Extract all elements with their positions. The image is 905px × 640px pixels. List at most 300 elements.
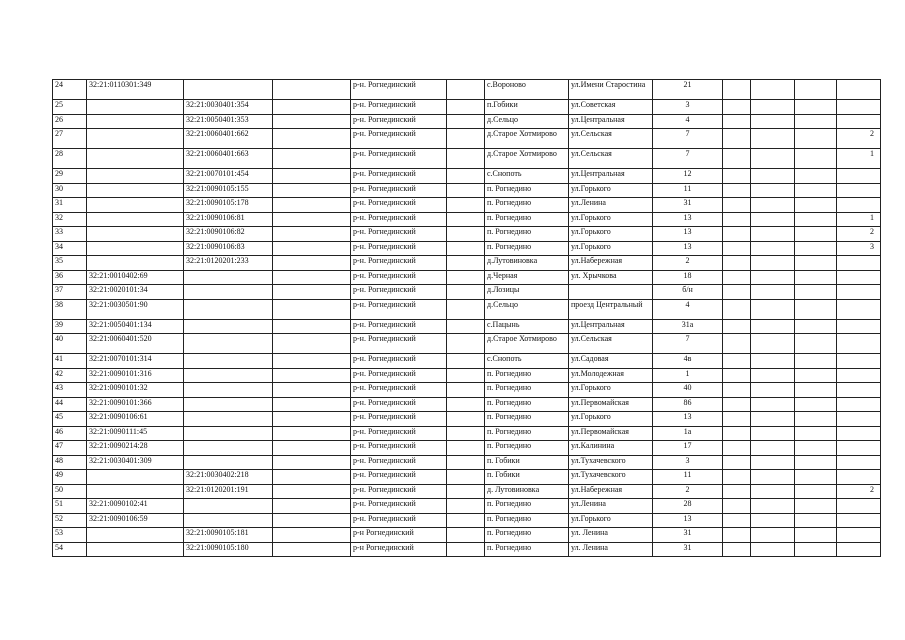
empty-cell bbox=[723, 285, 751, 300]
district-cell: р-н. Рогнединский bbox=[351, 227, 447, 242]
street-cell: ул.Ленина bbox=[569, 198, 653, 213]
empty-cell bbox=[751, 270, 795, 285]
district-cell: р-н. Рогнединский bbox=[351, 129, 447, 149]
apartment-number-cell: 1 bbox=[837, 212, 881, 227]
house-number-cell: 4в bbox=[653, 354, 723, 369]
cadastral-number-land-cell bbox=[87, 484, 184, 499]
settlement-cell: п. Рогнедино bbox=[485, 528, 569, 543]
cadastral-number-land-cell: 32:21:0070101:314 bbox=[87, 354, 184, 369]
empty-cell bbox=[273, 455, 351, 470]
empty-cell bbox=[751, 470, 795, 485]
district-cell: р-н. Рогнединский bbox=[351, 397, 447, 412]
table-row bbox=[53, 183, 881, 198]
street-cell: ул.Ленина bbox=[569, 499, 653, 514]
table-row bbox=[53, 256, 881, 271]
settlement-cell: с.Пацынь bbox=[485, 319, 569, 334]
empty-cell bbox=[447, 412, 485, 427]
table-row bbox=[53, 299, 881, 319]
district-cell: р-н. Рогнединский bbox=[351, 169, 447, 184]
cadastral-number-building-cell: 32:21:0090105:181 bbox=[184, 528, 273, 543]
row-number-cell: 41 bbox=[53, 354, 87, 369]
table-row bbox=[53, 241, 881, 256]
house-number-cell: 4 bbox=[653, 114, 723, 129]
district-cell: р-н. Рогнединский bbox=[351, 80, 447, 100]
district-cell: р-н. Рогнединский bbox=[351, 513, 447, 528]
cadastral-number-land-cell: 32:21:0010402:69 bbox=[87, 270, 184, 285]
empty-cell bbox=[795, 412, 837, 427]
cadastral-number-building-cell: 32:21:0060401:663 bbox=[184, 149, 273, 169]
cadastral-number-land-cell: 32:21:0060401:520 bbox=[87, 334, 184, 354]
empty-cell bbox=[273, 528, 351, 543]
cadastral-number-building-cell bbox=[184, 285, 273, 300]
empty-cell bbox=[723, 470, 751, 485]
table-row bbox=[53, 169, 881, 184]
table-row bbox=[53, 114, 881, 129]
settlement-cell: п. Рогнедино bbox=[485, 383, 569, 398]
row-number-cell: 47 bbox=[53, 441, 87, 456]
apartment-number-cell: 2 bbox=[837, 227, 881, 242]
apartment-number-cell bbox=[837, 256, 881, 271]
cadastral-number-building-cell: 32:21:0090105:180 bbox=[184, 542, 273, 557]
settlement-cell: п.Гобики bbox=[485, 100, 569, 115]
empty-cell bbox=[447, 528, 485, 543]
street-cell bbox=[569, 285, 653, 300]
empty-cell bbox=[795, 368, 837, 383]
house-number-cell: 2 bbox=[653, 256, 723, 271]
table-row bbox=[53, 542, 881, 557]
cadastral-number-land-cell bbox=[87, 256, 184, 271]
district-cell: р-н. Рогнединский bbox=[351, 368, 447, 383]
empty-cell bbox=[795, 455, 837, 470]
apartment-number-cell bbox=[837, 198, 881, 213]
empty-cell bbox=[723, 169, 751, 184]
row-number-cell: 29 bbox=[53, 169, 87, 184]
cadastral-number-land-cell bbox=[87, 129, 184, 149]
table-row bbox=[53, 80, 881, 100]
settlement-cell: д.Старое Хотмирово bbox=[485, 334, 569, 354]
empty-cell bbox=[447, 169, 485, 184]
settlement-cell: п. Рогнедино bbox=[485, 241, 569, 256]
house-number-cell: 12 bbox=[653, 169, 723, 184]
empty-cell bbox=[447, 285, 485, 300]
cadastral-number-land-cell: 32:21:0110301:349 bbox=[87, 80, 184, 100]
district-cell: р-н. Рогнединский bbox=[351, 455, 447, 470]
empty-cell bbox=[723, 513, 751, 528]
row-number-cell: 30 bbox=[53, 183, 87, 198]
empty-cell bbox=[273, 499, 351, 514]
settlement-cell: п. Рогнедино bbox=[485, 426, 569, 441]
settlement-cell: д. Лутовиновка bbox=[485, 484, 569, 499]
empty-cell bbox=[273, 368, 351, 383]
house-number-cell: 3 bbox=[653, 455, 723, 470]
street-cell: ул.Горького bbox=[569, 241, 653, 256]
table-row bbox=[53, 368, 881, 383]
empty-cell bbox=[795, 256, 837, 271]
empty-cell bbox=[751, 100, 795, 115]
street-cell: ул.Советская bbox=[569, 100, 653, 115]
empty-cell bbox=[273, 285, 351, 300]
cadastral-number-building-cell: 32:21:0060401:662 bbox=[184, 129, 273, 149]
empty-cell bbox=[273, 227, 351, 242]
settlement-cell: п. Рогнедино bbox=[485, 368, 569, 383]
street-cell: ул.Набережная bbox=[569, 256, 653, 271]
empty-cell bbox=[723, 368, 751, 383]
table-row bbox=[53, 319, 881, 334]
empty-cell bbox=[273, 397, 351, 412]
empty-cell bbox=[723, 455, 751, 470]
district-cell: р-н. Рогнединский bbox=[351, 241, 447, 256]
cadastral-number-land-cell bbox=[87, 169, 184, 184]
house-number-cell: 31а bbox=[653, 319, 723, 334]
cadastral-number-building-cell bbox=[184, 319, 273, 334]
apartment-number-cell bbox=[837, 528, 881, 543]
row-number-cell: 51 bbox=[53, 499, 87, 514]
cadastral-number-land-cell bbox=[87, 241, 184, 256]
row-number-cell: 27 bbox=[53, 129, 87, 149]
table-row bbox=[53, 198, 881, 213]
empty-cell bbox=[273, 513, 351, 528]
table-row bbox=[53, 513, 881, 528]
street-cell: ул.Горького bbox=[569, 513, 653, 528]
house-number-cell: 7 bbox=[653, 334, 723, 354]
table-row bbox=[53, 412, 881, 427]
district-cell: р-н. Рогнединский bbox=[351, 470, 447, 485]
cadastral-number-land-cell: 32:21:0090101:366 bbox=[87, 397, 184, 412]
cadastral-number-building-cell: 32:21:0050401:353 bbox=[184, 114, 273, 129]
settlement-cell: д.Лутовиновка bbox=[485, 256, 569, 271]
apartment-number-cell bbox=[837, 100, 881, 115]
house-number-cell: 1а bbox=[653, 426, 723, 441]
empty-cell bbox=[273, 212, 351, 227]
empty-cell bbox=[447, 212, 485, 227]
district-cell: р-н. Рогнединский bbox=[351, 426, 447, 441]
empty-cell bbox=[751, 149, 795, 169]
empty-cell bbox=[795, 227, 837, 242]
table-row bbox=[53, 397, 881, 412]
house-number-cell: 11 bbox=[653, 183, 723, 198]
apartment-number-cell bbox=[837, 368, 881, 383]
empty-cell bbox=[751, 256, 795, 271]
empty-cell bbox=[447, 227, 485, 242]
empty-cell bbox=[273, 198, 351, 213]
empty-cell bbox=[273, 183, 351, 198]
settlement-cell: п. Рогнедино bbox=[485, 542, 569, 557]
table-row bbox=[53, 285, 881, 300]
street-cell: ул.Первомайская bbox=[569, 397, 653, 412]
empty-cell bbox=[273, 354, 351, 369]
apartment-number-cell: 1 bbox=[837, 149, 881, 169]
district-cell: р-н. Рогнединский bbox=[351, 114, 447, 129]
empty-cell bbox=[723, 334, 751, 354]
table-row bbox=[53, 484, 881, 499]
house-number-cell: 11 bbox=[653, 470, 723, 485]
street-cell: ул.Сельская bbox=[569, 129, 653, 149]
empty-cell bbox=[447, 334, 485, 354]
empty-cell bbox=[723, 441, 751, 456]
empty-cell bbox=[751, 114, 795, 129]
empty-cell bbox=[273, 169, 351, 184]
empty-cell bbox=[447, 383, 485, 398]
empty-cell bbox=[447, 354, 485, 369]
empty-cell bbox=[723, 397, 751, 412]
cadastral-number-land-cell: 32:21:0030401:309 bbox=[87, 455, 184, 470]
table-row bbox=[53, 499, 881, 514]
empty-cell bbox=[723, 354, 751, 369]
cadastral-number-building-cell: 32:21:0090105:155 bbox=[184, 183, 273, 198]
empty-cell bbox=[751, 227, 795, 242]
row-number-cell: 54 bbox=[53, 542, 87, 557]
empty-cell bbox=[751, 80, 795, 100]
house-number-cell: 31 bbox=[653, 198, 723, 213]
empty-cell bbox=[751, 183, 795, 198]
cadastral-number-building-cell bbox=[184, 334, 273, 354]
table-row bbox=[53, 383, 881, 398]
empty-cell bbox=[751, 426, 795, 441]
empty-cell bbox=[447, 114, 485, 129]
empty-cell bbox=[273, 241, 351, 256]
apartment-number-cell bbox=[837, 183, 881, 198]
apartment-number-cell bbox=[837, 354, 881, 369]
settlement-cell: д.Старое Хотмирово bbox=[485, 149, 569, 169]
house-number-cell: 18 bbox=[653, 270, 723, 285]
house-number-cell: 7 bbox=[653, 149, 723, 169]
empty-cell bbox=[795, 129, 837, 149]
empty-cell bbox=[795, 241, 837, 256]
house-number-cell: 1 bbox=[653, 368, 723, 383]
empty-cell bbox=[751, 285, 795, 300]
empty-cell bbox=[751, 169, 795, 184]
empty-cell bbox=[447, 368, 485, 383]
apartment-number-cell bbox=[837, 80, 881, 100]
property-register-table bbox=[52, 79, 881, 557]
cadastral-number-land-cell: 32:21:0050401:134 bbox=[87, 319, 184, 334]
street-cell: ул.Сельская bbox=[569, 334, 653, 354]
empty-cell bbox=[795, 397, 837, 412]
row-number-cell: 34 bbox=[53, 241, 87, 256]
empty-cell bbox=[273, 319, 351, 334]
empty-cell bbox=[751, 397, 795, 412]
empty-cell bbox=[723, 100, 751, 115]
empty-cell bbox=[795, 285, 837, 300]
empty-cell bbox=[751, 354, 795, 369]
house-number-cell: 31 bbox=[653, 542, 723, 557]
cadastral-number-land-cell: 32:21:0090101:32 bbox=[87, 383, 184, 398]
settlement-cell: д.Сельцо bbox=[485, 299, 569, 319]
row-number-cell: 50 bbox=[53, 484, 87, 499]
district-cell: р-н. Рогнединский bbox=[351, 441, 447, 456]
settlement-cell: с.Вороново bbox=[485, 80, 569, 100]
table-row bbox=[53, 528, 881, 543]
settlement-cell: п. Рогнедино bbox=[485, 513, 569, 528]
empty-cell bbox=[795, 114, 837, 129]
table-row bbox=[53, 455, 881, 470]
street-cell: ул.Центральная bbox=[569, 319, 653, 334]
empty-cell bbox=[447, 270, 485, 285]
empty-cell bbox=[273, 334, 351, 354]
district-cell: р-н. Рогнединский bbox=[351, 412, 447, 427]
house-number-cell: 3 bbox=[653, 100, 723, 115]
empty-cell bbox=[795, 80, 837, 100]
cadastral-number-land-cell: 32:21:0090214:28 bbox=[87, 441, 184, 456]
cadastral-number-land-cell bbox=[87, 198, 184, 213]
empty-cell bbox=[795, 354, 837, 369]
cadastral-number-building-cell: 32:21:0090105:178 bbox=[184, 198, 273, 213]
cadastral-number-building-cell: 32:21:0120201:233 bbox=[184, 256, 273, 271]
row-number-cell: 37 bbox=[53, 285, 87, 300]
empty-cell bbox=[795, 212, 837, 227]
street-cell: ул.Первомайская bbox=[569, 426, 653, 441]
street-cell: ул. Ленина bbox=[569, 528, 653, 543]
empty-cell bbox=[751, 319, 795, 334]
street-cell: ул. Хрычкова bbox=[569, 270, 653, 285]
empty-cell bbox=[273, 114, 351, 129]
empty-cell bbox=[723, 484, 751, 499]
empty-cell bbox=[795, 470, 837, 485]
apartment-number-cell bbox=[837, 470, 881, 485]
street-cell: ул.Имени Старостина bbox=[569, 80, 653, 100]
cadastral-number-land-cell bbox=[87, 183, 184, 198]
house-number-cell: 28 bbox=[653, 499, 723, 514]
empty-cell bbox=[273, 129, 351, 149]
street-cell: ул.Калинина bbox=[569, 441, 653, 456]
apartment-number-cell bbox=[837, 513, 881, 528]
settlement-cell: п. Гобики bbox=[485, 470, 569, 485]
empty-cell bbox=[723, 227, 751, 242]
row-number-cell: 32 bbox=[53, 212, 87, 227]
row-number-cell: 48 bbox=[53, 455, 87, 470]
empty-cell bbox=[795, 149, 837, 169]
cadastral-number-building-cell: 32:21:0030402:218 bbox=[184, 470, 273, 485]
apartment-number-cell bbox=[837, 270, 881, 285]
house-number-cell: б/н bbox=[653, 285, 723, 300]
table-row bbox=[53, 100, 881, 115]
house-number-cell: 31 bbox=[653, 528, 723, 543]
empty-cell bbox=[723, 270, 751, 285]
apartment-number-cell: 2 bbox=[837, 484, 881, 499]
district-cell: р-н. Рогнединский bbox=[351, 499, 447, 514]
empty-cell bbox=[447, 241, 485, 256]
cadastral-number-building-cell bbox=[184, 368, 273, 383]
empty-cell bbox=[273, 383, 351, 398]
district-cell: р-н. Рогнединский bbox=[351, 484, 447, 499]
street-cell: ул.Сельская bbox=[569, 149, 653, 169]
apartment-number-cell: 3 bbox=[837, 241, 881, 256]
empty-cell bbox=[795, 100, 837, 115]
empty-cell bbox=[751, 383, 795, 398]
district-cell: р-н. Рогнединский bbox=[351, 198, 447, 213]
cadastral-number-land-cell bbox=[87, 227, 184, 242]
empty-cell bbox=[273, 542, 351, 557]
cadastral-number-building-cell bbox=[184, 455, 273, 470]
apartment-number-cell bbox=[837, 319, 881, 334]
row-number-cell: 46 bbox=[53, 426, 87, 441]
empty-cell bbox=[447, 299, 485, 319]
empty-cell bbox=[795, 319, 837, 334]
row-number-cell: 52 bbox=[53, 513, 87, 528]
cadastral-number-building-cell bbox=[184, 426, 273, 441]
street-cell: проезд Центральный bbox=[569, 299, 653, 319]
cadastral-number-building-cell: 32:21:0070101:454 bbox=[184, 169, 273, 184]
house-number-cell: 13 bbox=[653, 412, 723, 427]
row-number-cell: 44 bbox=[53, 397, 87, 412]
settlement-cell: п. Рогнедино bbox=[485, 183, 569, 198]
row-number-cell: 25 bbox=[53, 100, 87, 115]
empty-cell bbox=[447, 513, 485, 528]
cadastral-number-building-cell bbox=[184, 270, 273, 285]
street-cell: ул.Тухачевского bbox=[569, 470, 653, 485]
cadastral-number-land-cell bbox=[87, 528, 184, 543]
empty-cell bbox=[447, 183, 485, 198]
empty-cell bbox=[795, 528, 837, 543]
settlement-cell: п. Рогнедино bbox=[485, 441, 569, 456]
cadastral-number-land-cell: 32:21:0090106:61 bbox=[87, 412, 184, 427]
row-number-cell: 42 bbox=[53, 368, 87, 383]
empty-cell bbox=[273, 100, 351, 115]
empty-cell bbox=[751, 513, 795, 528]
district-cell: р-н. Рогнединский bbox=[351, 299, 447, 319]
row-number-cell: 43 bbox=[53, 383, 87, 398]
house-number-cell: 7 bbox=[653, 129, 723, 149]
empty-cell bbox=[273, 149, 351, 169]
district-cell: р-н. Рогнединский bbox=[351, 383, 447, 398]
empty-cell bbox=[795, 383, 837, 398]
table-row bbox=[53, 149, 881, 169]
cadastral-number-building-cell bbox=[184, 499, 273, 514]
table-row bbox=[53, 426, 881, 441]
apartment-number-cell bbox=[837, 169, 881, 184]
apartment-number-cell bbox=[837, 412, 881, 427]
empty-cell bbox=[447, 441, 485, 456]
cadastral-number-land-cell: 32:21:0090106:59 bbox=[87, 513, 184, 528]
empty-cell bbox=[273, 299, 351, 319]
settlement-cell: п. Рогнедино bbox=[485, 198, 569, 213]
cadastral-number-building-cell bbox=[184, 299, 273, 319]
cadastral-number-building-cell: 32:21:0030401:354 bbox=[184, 100, 273, 115]
table-row bbox=[53, 270, 881, 285]
street-cell: ул.Горького bbox=[569, 227, 653, 242]
empty-cell bbox=[447, 499, 485, 514]
empty-cell bbox=[795, 513, 837, 528]
table-row bbox=[53, 334, 881, 354]
cadastral-number-building-cell bbox=[184, 513, 273, 528]
empty-cell bbox=[795, 426, 837, 441]
district-cell: р-н. Рогнединский bbox=[351, 256, 447, 271]
street-cell: ул.Молодежная bbox=[569, 368, 653, 383]
row-number-cell: 40 bbox=[53, 334, 87, 354]
cadastral-number-building-cell bbox=[184, 80, 273, 100]
apartment-number-cell: 2 bbox=[837, 129, 881, 149]
table-row bbox=[53, 441, 881, 456]
row-number-cell: 38 bbox=[53, 299, 87, 319]
settlement-cell: п. Гобики bbox=[485, 455, 569, 470]
street-cell: ул.Центральная bbox=[569, 169, 653, 184]
empty-cell bbox=[795, 334, 837, 354]
empty-cell bbox=[795, 484, 837, 499]
cadastral-number-land-cell: 32:21:0020101:34 bbox=[87, 285, 184, 300]
row-number-cell: 39 bbox=[53, 319, 87, 334]
district-cell: р-н. Рогнединский bbox=[351, 334, 447, 354]
apartment-number-cell bbox=[837, 114, 881, 129]
cadastral-number-land-cell bbox=[87, 212, 184, 227]
house-number-cell: 40 bbox=[653, 383, 723, 398]
apartment-number-cell bbox=[837, 285, 881, 300]
street-cell: ул.Горького bbox=[569, 383, 653, 398]
empty-cell bbox=[447, 100, 485, 115]
empty-cell bbox=[751, 455, 795, 470]
street-cell: ул.Горького bbox=[569, 412, 653, 427]
district-cell: р-н. Рогнединский bbox=[351, 285, 447, 300]
settlement-cell: д.Черная bbox=[485, 270, 569, 285]
